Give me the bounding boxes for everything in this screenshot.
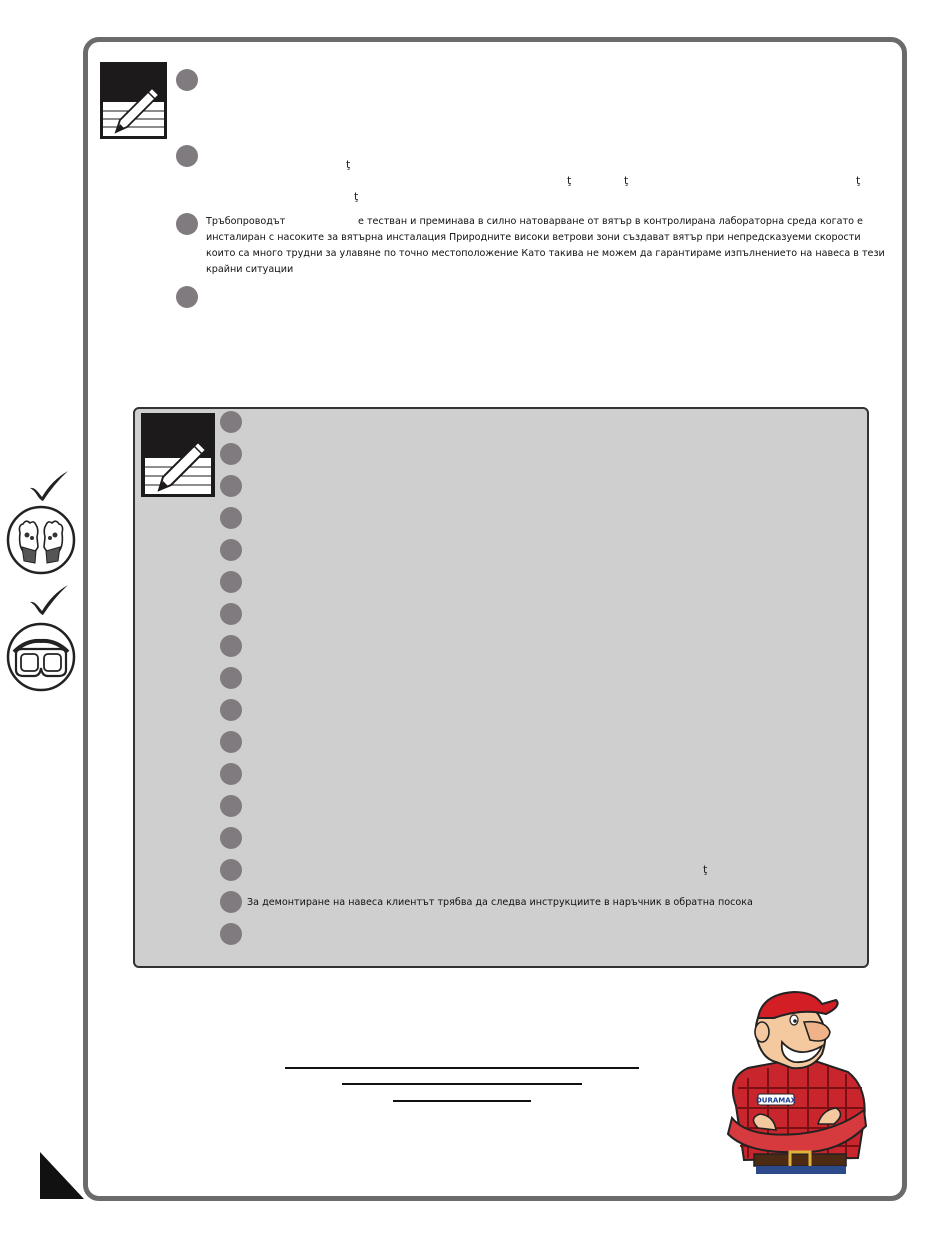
box-bullet-10 <box>220 699 242 721</box>
box-bullet-4 <box>220 507 242 529</box>
mascot-logo-text: DURAMAX <box>755 1096 797 1105</box>
checkmark-icon <box>28 584 70 616</box>
box-item16-text: За демонтиране на навеса клиентът трябва да следва инструкциите в наръчник в обратна посока <box>247 897 753 908</box>
box-bullet-9 <box>220 667 242 689</box>
signature-line-3 <box>393 1100 531 1102</box>
note3-line1-start: Тръбопроводът <box>206 216 286 227</box>
box-bullet-17 <box>220 923 242 945</box>
gloves-icon <box>6 505 76 575</box>
pencil-note-icon <box>141 413 215 497</box>
note2-glyph: ţ <box>567 174 572 187</box>
note3-line1-rest: е тестван и преминава в силно натоварване от вятър в контролирана лабораторна среда когато е <box>358 216 863 227</box>
mascot-illustration <box>718 988 874 1174</box>
pencil-note-icon <box>100 62 167 139</box>
box-bullet-6 <box>220 571 242 593</box>
note2-glyph: ţ <box>354 190 359 203</box>
note-bullet-1 <box>176 69 198 91</box>
note2-glyph: ţ <box>346 158 351 171</box>
signature-line-1 <box>285 1067 639 1069</box>
note-bullet-2 <box>176 145 198 167</box>
box-bullet-3 <box>220 475 242 497</box>
note2-glyph: ţ <box>624 174 629 187</box>
box-bullet-12 <box>220 763 242 785</box>
box-bullet-11 <box>220 731 242 753</box>
note-bullet-3 <box>176 213 198 235</box>
box-item15-glyph: ţ <box>703 863 708 876</box>
box-bullet-13 <box>220 795 242 817</box>
goggles-icon <box>6 622 76 692</box>
signature-line-2 <box>342 1083 582 1085</box>
box-bullet-7 <box>220 603 242 625</box>
box-bullet-1 <box>220 411 242 433</box>
safety-notes-box <box>133 407 869 968</box>
box-bullet-16 <box>220 891 242 913</box>
box-bullet-2 <box>220 443 242 465</box>
box-bullet-15 <box>220 859 242 881</box>
note3-line3: които са много трудни за улавяне по точно местоположение Като такива не можем да гарантираме изпълнението на навеса в тези <box>206 248 885 259</box>
box-bullet-14 <box>220 827 242 849</box>
note3-line4: крайни ситуации <box>206 264 294 275</box>
box-bullet-8 <box>220 635 242 657</box>
checkmark-icon <box>28 470 70 502</box>
note2-glyph: ţ <box>856 174 861 187</box>
note3-line2: инсталиран с насоките за вятърна инсталация Природните високи ветрови зони създават вятър при непредсказуеми скорости <box>206 232 861 243</box>
note-bullet-4 <box>176 286 198 308</box>
page-corner-mark <box>40 1152 84 1199</box>
box-bullet-5 <box>220 539 242 561</box>
